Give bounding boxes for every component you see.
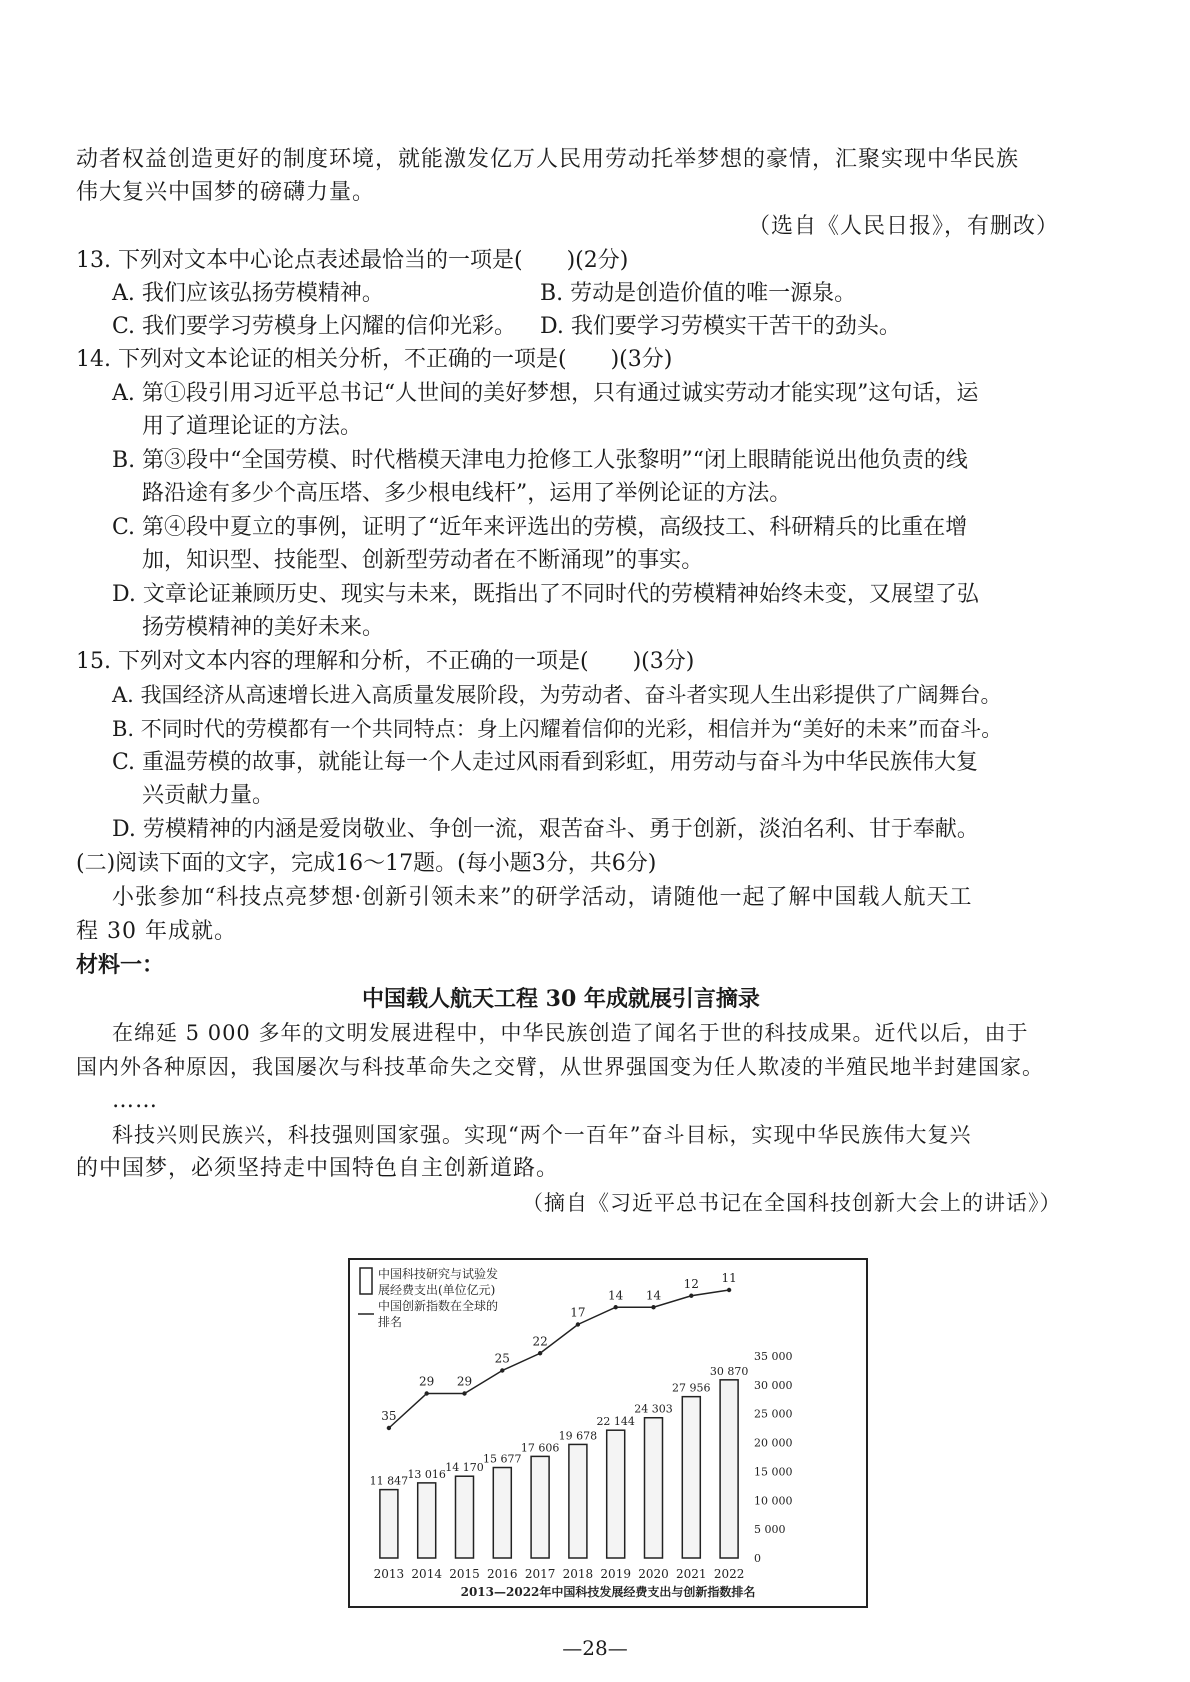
rank-point-2022 bbox=[727, 1288, 731, 1292]
chart-legend bbox=[358, 1266, 498, 1329]
question-15-stem: 15. 下列对文本内容的理解和分析，不正确的一项是( )(3分) bbox=[76, 649, 695, 674]
question-13-option-b: B. 劳动是创造价值的唯一源泉。 bbox=[540, 281, 857, 306]
y-tick-label-5000: 5 000 bbox=[754, 1523, 786, 1537]
x-tick-label-2015: 2015 bbox=[449, 1567, 480, 1581]
rank-point-2017 bbox=[538, 1351, 542, 1355]
bar-value-label-2020: 24 303 bbox=[634, 1402, 673, 1416]
question-14-option-c-line-2: 加，知识型、技能型、创新型劳动者在不断涌现”的事实。 bbox=[142, 548, 704, 573]
y-tick-label-20000: 20 000 bbox=[754, 1436, 793, 1450]
material-one-paragraph-1-line-1: 在绵延 5 000 多年的文明发展进程中，中华民族创造了闻名于世的科技成果。近代以后，由于 bbox=[112, 1021, 1029, 1045]
chart-svg bbox=[350, 1260, 866, 1606]
legend-bar-label-line-2: 展经费支出(单位亿元) bbox=[378, 1283, 496, 1297]
x-tick-label-2019: 2019 bbox=[600, 1567, 631, 1581]
material-one-title: 中国载人航天工程 30 年成就展引言摘录 bbox=[362, 986, 760, 1012]
y-tick-label-25000: 25 000 bbox=[754, 1407, 793, 1421]
rank-point-2013 bbox=[387, 1426, 391, 1430]
legend-line-label-line-2: 排名 bbox=[378, 1315, 403, 1329]
material-one-paragraph-1-line-2: 国内外各种原因，我国屡次与科技革命失之交臂，从世界强国变为任人欺凌的半殖民地半封建国家。 bbox=[76, 1055, 1044, 1079]
question-15-option-d: D. 劳模精神的内涵是爱岗敬业、争创一流，艰苦奋斗、勇于创新，淡泊名利、甘于奉献。 bbox=[112, 817, 979, 842]
material-one-paragraph-2-line-2: 的中国梦，必须坚持走中国特色自主创新道路。 bbox=[76, 1156, 560, 1181]
question-14-option-a-line-2: 用了道理论证的方法。 bbox=[142, 414, 363, 439]
x-tick-label-2017: 2017 bbox=[524, 1567, 556, 1581]
y-tick-label-0: 0 bbox=[754, 1552, 761, 1565]
bar-value-label-2022: 30 870 bbox=[709, 1364, 749, 1378]
material-one-source: （摘自《习近平总书记在全国科技创新大会上的讲话》） bbox=[522, 1191, 1062, 1215]
article-continuation-line-2: 伟大复兴中国梦的磅礴力量。 bbox=[76, 180, 376, 205]
chart-title: 2013—2022年中国科技发展经费支出与创新指数排名 bbox=[460, 1585, 756, 1599]
question-13-stem: 13. 下列对文本中心论点表述最恰当的一项是( )(2分) bbox=[76, 248, 629, 273]
rank-label-2020: 14 bbox=[645, 1288, 662, 1303]
section-2-heading: (二)阅读下面的文字，完成16～17题。(每小题3分，共6分) bbox=[76, 851, 657, 876]
question-15-option-c-line-1: C. 重温劳模的故事，就能让每一个人走过风雨看到彩虹，用劳动与奋斗为中华民族伟大复 bbox=[112, 750, 979, 775]
rank-label-2018: 17 bbox=[570, 1305, 586, 1320]
bar-value-label-2018: 19 678 bbox=[558, 1429, 598, 1443]
rank-label-2022: 11 bbox=[721, 1271, 737, 1285]
bar-2013 bbox=[380, 1490, 398, 1558]
bar-value-label-2019: 22 144 bbox=[596, 1415, 635, 1429]
section-2-intro-line-1: 小张参加“科技点亮梦想·创新引领未来”的研学活动，请随他一起了解中国载人航天工 bbox=[112, 885, 973, 910]
question-14-option-a-line-1: A. 第①段引用习近平总书记“人世间的美好梦想，只有通过诚实劳动才能实现”这句话，运 bbox=[112, 381, 979, 406]
question-15-option-a: A. 我国经济从高速增长进入高质量发展阶段，为劳动者、奋斗者实现人生出彩提供了广阔舞台。 bbox=[112, 683, 1002, 707]
bar-2018 bbox=[569, 1444, 587, 1558]
y-tick-label-30000: 30 000 bbox=[754, 1378, 793, 1392]
question-14-option-b-line-1: B. 第③段中“全国劳模、时代楷模天津电力抢修工人张黎明”“闭上眼睛能说出他负责的线 bbox=[112, 448, 968, 473]
bar-value-label-2017: 17 606 bbox=[520, 1441, 560, 1455]
bar-2016 bbox=[493, 1468, 511, 1558]
question-13-option-c: C. 我们要学习劳模身上闪耀的信仰光彩。 bbox=[112, 314, 517, 339]
question-15-option-c-line-2: 兴贡献力量。 bbox=[142, 783, 275, 808]
rank-label-2017: 22 bbox=[532, 1334, 548, 1349]
question-13-option-a: A. 我们应该弘扬劳模精神。 bbox=[112, 281, 384, 306]
bar-value-label-2015: 14 170 bbox=[445, 1461, 484, 1475]
legend-bar-swatch bbox=[360, 1268, 372, 1294]
y-tick-label-15000: 15 000 bbox=[754, 1465, 793, 1479]
bar-2017 bbox=[531, 1456, 549, 1558]
x-tick-label-2018: 2018 bbox=[562, 1567, 594, 1581]
x-tick-label-2021: 2021 bbox=[676, 1567, 707, 1581]
rank-label-2016: 25 bbox=[494, 1351, 510, 1366]
x-tick-label-2013: 2013 bbox=[373, 1567, 405, 1581]
article-continuation-line-1: 动者权益创造更好的制度环境，就能激发亿万人民用劳动托举梦想的豪情，汇聚实现中华民族 bbox=[76, 147, 1020, 172]
rank-label-2013: 35 bbox=[381, 1409, 397, 1423]
bar-value-label-2013: 11 847 bbox=[369, 1474, 409, 1488]
material-one-paragraph-2-line-1: 科技兴则民族兴，科技强则国家强。实现“两个一百年”奋斗目标，实现中华民族伟大复兴 bbox=[112, 1123, 972, 1147]
rank-point-2018 bbox=[576, 1322, 580, 1326]
rank-label-2014: 29 bbox=[419, 1374, 435, 1389]
legend-line-label-line-1: 中国创新指数在全球的 bbox=[378, 1299, 499, 1313]
question-14-option-c-line-1: C. 第④段中夏立的事例，证明了“近年来评选出的劳模，高级技工、科研精兵的比重在增 bbox=[112, 515, 968, 540]
x-tick-label-2022: 2022 bbox=[713, 1567, 745, 1581]
bar-2019 bbox=[607, 1430, 625, 1558]
page-number: —28— bbox=[562, 1636, 628, 1660]
legend-bar-label-line-1: 中国科技研究与试验发 bbox=[378, 1267, 499, 1281]
x-tick-label-2020: 2020 bbox=[638, 1567, 669, 1581]
x-tick-label-2014: 2014 bbox=[411, 1567, 442, 1581]
x-tick-label-2016: 2016 bbox=[487, 1567, 518, 1581]
question-14-option-b-line-2: 路沿途有多少个高压塔、多少根电线杆”，运用了举例论证的方法。 bbox=[142, 481, 792, 506]
material-one-ellipsis: …… bbox=[112, 1088, 158, 1113]
question-14-option-d-line-1: D. 文章论证兼顾历史、现实与未来，既指出了不同时代的劳模精神始终未变，又展望了弘 bbox=[112, 582, 979, 607]
question-13-option-d: D. 我们要学习劳模实干苦干的劲头。 bbox=[540, 314, 901, 339]
bar-2021 bbox=[682, 1397, 700, 1558]
bar-2022 bbox=[720, 1380, 738, 1558]
rank-point-2020 bbox=[651, 1305, 655, 1309]
question-14-stem: 14. 下列对文本论证的相关分析，不正确的一项是( )(3分) bbox=[76, 347, 673, 372]
y-tick-label-35000: 35 000 bbox=[754, 1350, 793, 1363]
bar-value-label-2014: 13 016 bbox=[407, 1467, 446, 1481]
rank-point-2014 bbox=[425, 1391, 429, 1395]
bar-2020 bbox=[645, 1418, 663, 1558]
bar-value-label-2016: 15 677 bbox=[483, 1452, 522, 1466]
rank-point-2019 bbox=[614, 1305, 618, 1309]
rank-point-2021 bbox=[689, 1294, 693, 1298]
rank-point-2015 bbox=[462, 1391, 466, 1395]
question-14-option-d-line-2: 扬劳模精神的美好未来。 bbox=[142, 615, 385, 640]
bar-value-label-2021: 27 956 bbox=[672, 1381, 711, 1395]
bar-2014 bbox=[418, 1483, 436, 1558]
section-2-intro-line-2: 程 30 年成就。 bbox=[76, 919, 237, 944]
rank-point-2016 bbox=[500, 1368, 504, 1372]
rank-label-2021: 12 bbox=[683, 1276, 699, 1291]
chart-panel bbox=[348, 1258, 868, 1608]
question-15-option-b: B. 不同时代的劳模都有一个共同特点：身上闪耀着信仰的光彩，相信并为“美好的未来”而奋斗。 bbox=[112, 717, 1003, 741]
rank-label-2019: 14 bbox=[608, 1288, 624, 1303]
rank-label-2015: 29 bbox=[456, 1374, 473, 1389]
bar-2015 bbox=[456, 1476, 474, 1558]
y-tick-label-10000: 10 000 bbox=[754, 1494, 793, 1508]
material-one-label: 材料一： bbox=[76, 952, 165, 978]
article-source: （选自《人民日报》，有删改） bbox=[748, 214, 1060, 239]
